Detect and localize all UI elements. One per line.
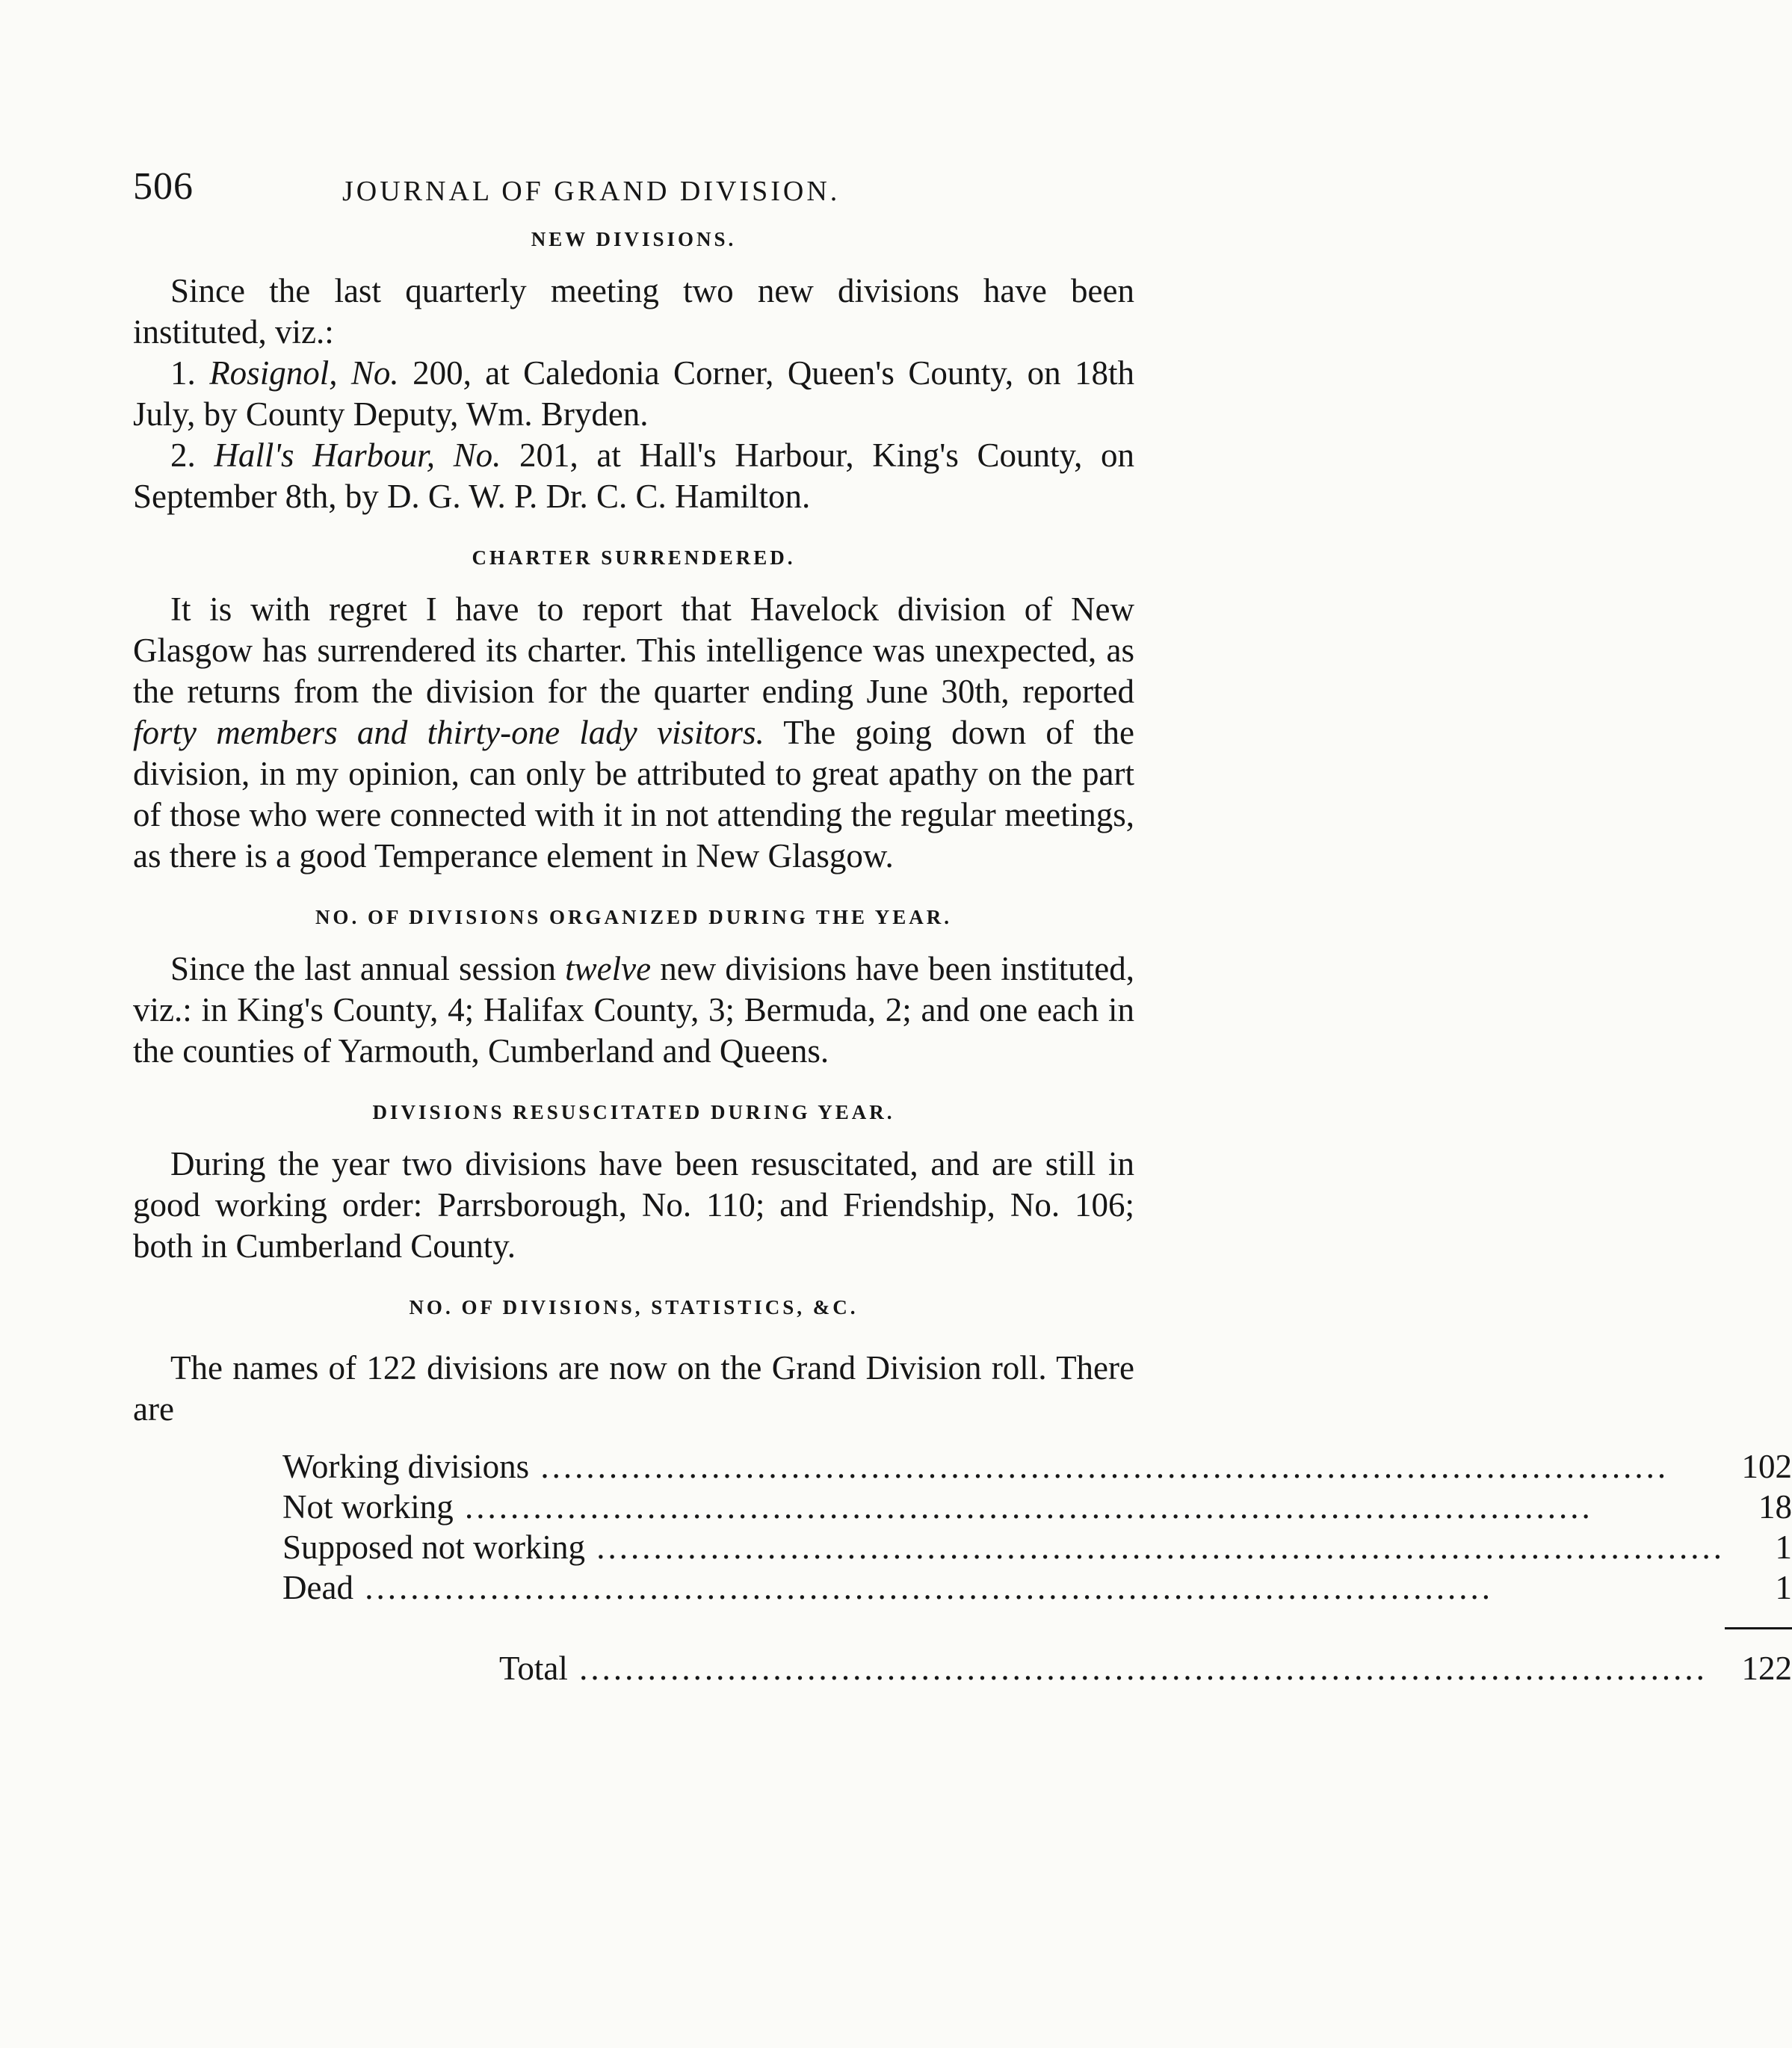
new-division-item-1: 1. Rosignol, No. 200, at Caledonia Corner, Queen's County, on 18th July, by County Deputy, Wm. Bryden.	[133, 354, 1135, 433]
page-number: 506	[133, 165, 194, 208]
table-row	[282, 1527, 1792, 1567]
resuscitated-paragraph: During the year two divisions have been resuscitated, and are still in good working order: Parrsborough, No. 110; and Friendship, No. 106; both in Cumberland County.	[133, 1145, 1134, 1265]
page	[133, 157, 1792, 1688]
table-row	[282, 1567, 1792, 1608]
stat-label: Working divisions .....	[282, 1446, 1725, 1487]
section-heading-organized: NO. OF DIVISIONS ORGANIZED DURING THE YEAR.	[315, 906, 953, 928]
section-heading-new-divisions: NEW DIVISIONS.	[531, 228, 737, 250]
charter-paragraph: It is with regret I have to report that Havelock division of New Glasgow has surrendered its charter. This intelligence was unexpected, as the returns from the division for the quarter ending June 30th, reported forty members and thirty-one lady visitors. The going down of the division, in my opinion, can only be attributed to great apathy on the part of those who were connected with it in not attending the regular meetings, as there is a good Temperance element in New Glasgow.	[133, 590, 1135, 875]
total-label: Total .....	[282, 1648, 1725, 1688]
statistics-intro: The names of 122 divisions are now on the Grand Division roll. There are	[133, 1349, 1134, 1428]
section-heading-charter: CHARTER SURRENDERED.	[472, 546, 796, 569]
new-division-item-2: 2. Hall's Harbour, No. 201, at Hall's Harbour, King's County, on September 8th, by D. G. W. P. Dr. C. C. Hamilton.	[133, 437, 1135, 515]
section-heading-statistics: NO. OF DIVISIONS, STATISTICS, &C.	[409, 1296, 859, 1318]
total-value: 122	[1725, 1648, 1792, 1688]
journal-title: JOURNAL OF GRAND DIVISION.	[342, 176, 841, 207]
stat-value: 1	[1725, 1567, 1792, 1608]
stat-label: Not working .....	[282, 1487, 1725, 1527]
running-head	[133, 157, 1134, 224]
section-heading-resuscitated: DIVISIONS RESUSCITATED DURING YEAR.	[372, 1101, 895, 1123]
stat-value: 102	[1725, 1446, 1792, 1487]
sum-rule-row	[282, 1608, 1792, 1648]
stat-value: 1	[1725, 1527, 1792, 1567]
table-row	[282, 1487, 1792, 1527]
statistics-table	[282, 1446, 1792, 1688]
stat-value: 18	[1725, 1487, 1792, 1527]
table-row	[282, 1446, 1792, 1487]
new-divisions-intro: Since the last quarterly meeting two new divisions have been instituted, viz.:	[133, 272, 1134, 351]
stat-label: Supposed not working .....	[282, 1527, 1725, 1567]
sum-rule	[1725, 1627, 1792, 1629]
total-row	[282, 1648, 1792, 1688]
organized-paragraph: Since the last annual session twelve new divisions have been instituted, viz.: in King's County, 4; Halifax County, 3; Bermuda, 2; and one each in the counties of Yarmouth, Cumberland and Queens.	[133, 950, 1135, 1070]
stat-label: Dead .....	[282, 1567, 1725, 1608]
